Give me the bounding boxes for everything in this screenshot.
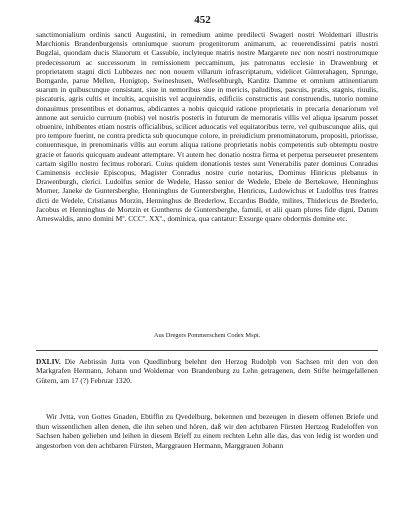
- document-heading: [36, 357, 378, 385]
- document-number: DXLIV.: [36, 357, 61, 366]
- charter-german-text: Wir Jvtta, von Gottes Gnaden, Ebtiffin zu Qvedelburg, bekennen und bezeugen in diesem offenen Briefe und thun wissentlichen allen denen, die ihn sehen und hören, daß wir den achtbaren Fürsten Hertzog Rudeloffen von Sachsen haben geliehen und leihen in diesem Brieff zu einem rechten Lehn alle das, das von ledig ist worden und angestorben von den achtbaren Fürsten, Marggrauen Hermann, Marggrauen Johann: [36, 412, 378, 450]
- charter-latin-text: sanctimonialium ordinis sancti Augustini, in remedium anime predilecti Swageri nostri Woldemari illustris Marchionis Brandenburgensis omniumque suorum progenitorum animarum, ac reuerendissimi patris nostri Bugzlai, quondam ducis Slauorum et Cassubie, inclyteque matris nostre Margarete nec non nostri nostrorumque predecessorum ac successorum in remissionem peccaminum, jus patronatus ecclesie in Drawenburg et proprietatem stagni dicti Lubbezes nec non nouem villarum infrascriptarum, videlicet Günterahagen, Sprunge, Bomgarde, parue Mellen, Honigtop, Swineshusen, Welfesehburgh, Karditz Damme et omnium attinentiarum suarum in quibuscunque consistant, siue in nemoribus siue in mericis, paludibus, pascuis, pratis, stagnis, riuulis, piscaturis, agris cultis et incultis, acquisitis vel acquirendis, edificiis constructis aut construendis, tutorio nomine donauimus presentibus et donamus, abdicantes a nobis quicquid ratione proprietatis in precaria denariorum vel annone aut seruicio curruum (nobis) vel nostris posteris in futurum de memoratis villis vel aliqua ipsarum posset obuenire, inhibentes etiam nostris officialibus, scilicet aduocatis vel equitatoribus terre, vel quibuscunque aliis, qui pro tempore fuerint, ne contra predicta sub quocunque colore, in preiudicium prenominatorum, propositi, priorisse, conuentusque, in prenominatis villis aut eorum aliqua ratione proprietatis nobis competentis sub obtemptu nostre gracie et fauoris quicquam audeant attemptare. Vt autem hec donatio nostra firma et perpetua perseueret presentem cartam sigillo nostro fecimus roborari. Cuius quidem donationis testes sunt Venerabilis pater dominus Conradus Caminensis ecclesie Episcopus, Magister Conradus nostre curie notarius, Dominus Hinricus plebanus in Drawenburgh, clerici. Ludolfus senior de Wedele, Hasso senior de Wedele, Ebele de Bertekowe, Henninghus Morner, Janeke de Guntersberghe, Henninghus de Guntersberghe, Henricus, Ludowichus et Ludolfus tres fratres dicti de Wedele, Cristianus Morzin, Henninghus de Brederlow, Eccardus Budde, milites, Thidericus de Brederlo, Jacobus et Henninghus de Mortzin et Guntherus de Guntersberghe, famuli, et alii quam plures fide digni. Datum Arneswaldis, anno domini Mº. CCCº. XXº., dominica, qua cantatur: Exsurge quare obdormis domine etc.: [36, 30, 378, 224]
- section-divider: [36, 350, 378, 351]
- page-number: 452: [194, 14, 211, 26]
- document-summary: Die Aebtissin Jutta von Quedlinburg belehnt den Herzog Rudolph von Sachsen mit den von den Markgrafen Hermann, Johann und Woldemar von Brandenburg zu Lehn getragenen, dem Stifte heimgefallenen Gütern, am 17 (?) Februar 1320.: [36, 357, 378, 385]
- source-note: Aus Dregers Pommerschem Codex Mspt.: [153, 332, 261, 339]
